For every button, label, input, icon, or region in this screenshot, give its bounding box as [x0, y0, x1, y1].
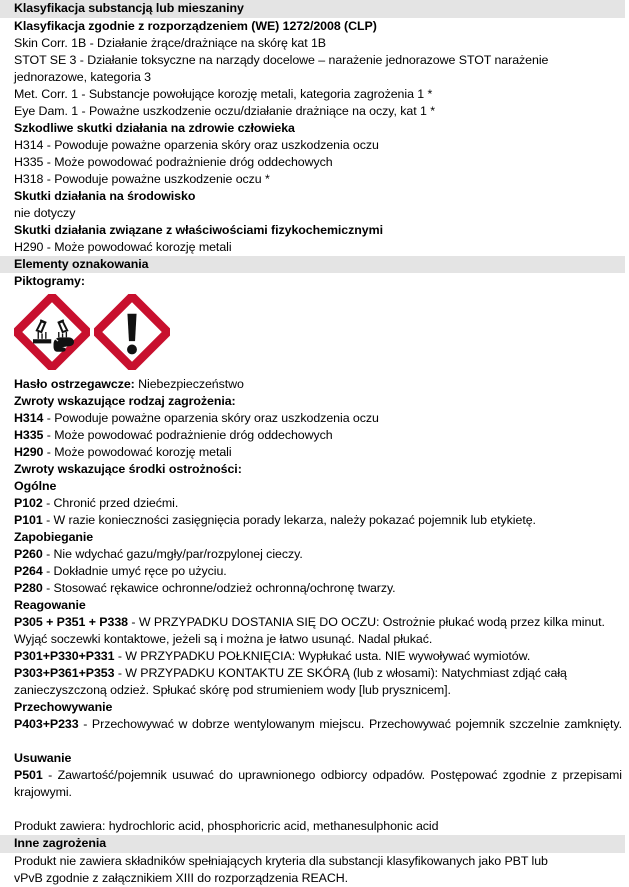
precautionary-code: P102	[14, 496, 43, 510]
signal-word-value: Niebezpieczeństwo	[138, 377, 244, 391]
section-heading-classification	[0, 0, 625, 18]
precautionary-row	[14, 716, 622, 750]
hazard-text: - Powoduje poważne oparzenia skóry oraz uszkodzenia oczu	[43, 411, 379, 425]
hazard-statement-row	[14, 444, 622, 461]
exclamation-mark-pictogram	[94, 294, 170, 370]
precautionary-group-title: Reagowanie	[14, 598, 86, 612]
precautionary-row	[14, 767, 622, 818]
precautionary-code: P264	[14, 564, 43, 578]
precautionary-code: P403+P233	[14, 717, 79, 731]
other-hazards-line-1: Produkt nie zawiera składników spełniających kryteria dla substancji klasyfikowanych jako PBT lub	[14, 853, 548, 868]
precautionary-code: P303+P361+P353	[14, 666, 115, 680]
human-health-h314: H314 - Powoduje poważne oparzenia skóry oraz uszkodzenia oczu	[14, 137, 379, 152]
hazard-statements-heading: Zwroty wskazujące rodzaj zagrożenia:	[14, 394, 236, 408]
human-health-h318: H318 - Powoduje poważne uszkodzenie oczu *	[14, 171, 270, 186]
other-hazards-body	[0, 853, 629, 887]
other-hazards-heading: Inne zagrożenia	[14, 836, 107, 850]
precautionary-group-title: Przechowywanie	[14, 700, 113, 714]
corrosion-pictogram	[14, 294, 90, 370]
exclamation-mark-pictogram-icon	[94, 294, 170, 370]
precautionary-row	[14, 614, 622, 648]
precautionary-row	[14, 665, 622, 699]
precautionary-row	[14, 563, 622, 580]
classification-subheading: Klasyfikacja zgodnie z rozporządzeniem (WE) 1272/2008 (CLP)	[14, 18, 377, 33]
pictograms-label: Piktogramy:	[14, 274, 85, 288]
environment-text: nie dotyczy	[14, 205, 76, 220]
classification-entry-eye-dam: Eye Dam. 1 - Poważne uszkodzenie oczu/działanie drażniące na oczy, kat 1 *	[14, 103, 435, 118]
precautionary-code: P501	[14, 768, 43, 782]
hazard-code: H335	[14, 428, 44, 442]
precautionary-text: - W PRZYPADKU DOSTANIA SIĘ DO OCZU: Ostrożnie płukać wodą przez kilka minut. Wyjąć soczewki kontaktowe, jeżeli są i można je łatwo usunąć. Nadal płukać.	[14, 615, 605, 646]
precautionary-code: P101	[14, 513, 43, 527]
precautionary-row	[14, 495, 622, 512]
signal-word-label: Hasło ostrzegawcze:	[14, 377, 135, 391]
precautionary-text: - Stosować rękawice ochronne/odzież ochronną/ochronę twarzy.	[42, 581, 396, 595]
classification-entry-skin-corr: Skin Corr. 1B - Działanie żrące/drażniące na skórę kat 1B	[14, 35, 326, 50]
signal-word-line	[14, 376, 622, 393]
precautionary-code: P260	[14, 547, 43, 561]
precautionary-heading: Zwroty wskazujące środki ostrożności:	[14, 462, 242, 476]
classification-entry-stot-line1: STOT SE 3 - Działanie toksyczne na narządy docelowe – narażenie jednorazowe STOT narażenie	[14, 52, 549, 67]
hazard-code: H290	[14, 445, 44, 459]
physicochemical-text: H290 - Może powodować korozję metali	[14, 239, 232, 254]
precautionary-group-title: Zapobieganie	[14, 530, 94, 544]
corrosion-pictogram-icon	[14, 294, 90, 370]
classification-body	[0, 18, 629, 120]
classification-heading: Klasyfikacja substancją lub mieszaniny	[14, 1, 244, 15]
human-health-section	[0, 120, 629, 188]
physicochemical-heading: Skutki działania związane z właściwościami fizykochemicznymi	[14, 222, 383, 237]
precautionary-text: - Nie wdychać gazu/mgły/par/rozpylonej cieczy.	[42, 547, 303, 561]
precautionary-row	[14, 512, 622, 529]
precautionary-row	[14, 580, 622, 597]
label-elements-heading: Elementy oznakowania	[14, 256, 149, 271]
classification-entry-met-corr: Met. Corr. 1 - Substancje powołujące korozję metali, kategoria zagrożenia 1 *	[14, 86, 433, 101]
precautionary-text: - Chronić przed dziećmi.	[42, 496, 179, 510]
precautionary-text: - Przechowywać w dobrze wentylowanym miejscu. Przechowywać pojemnik szczelnie zamknięty.	[78, 717, 622, 731]
product-contains-text: Produkt zawiera: hydrochloric acid, phosphoricric acid, methanesulphonic acid	[14, 819, 439, 833]
classification-entry-stot-line2: jednorazowe, kategoria 3	[14, 69, 152, 84]
hazard-text: - Może powodować korozję metali	[43, 445, 232, 459]
precautionary-text: - W PRZYPADKU KONTAKTU ZE SKÓRĄ (lub z włosami): Natychmiast zdjąć całą zanieczyszczoną odzież. Spłukać skórę pod strumieniem wody [lub prysznicem].	[14, 666, 567, 697]
precautionary-code: P280	[14, 581, 43, 595]
hazard-statement-row	[14, 427, 622, 444]
precautionary-group-title: Usuwanie	[14, 751, 72, 765]
pictogram-list	[0, 290, 629, 376]
section-heading-label-elements	[0, 256, 625, 274]
human-health-heading: Szkodliwe skutki działania na zdrowie człowieka	[14, 120, 295, 135]
precautionary-text: - Zawartość/pojemnik usuwać do uprawnionego odbiorcy odpadów. Postępować zgodnie z przepisami krajowymi.	[14, 768, 622, 799]
precautionary-row	[14, 546, 622, 563]
precautionary-text: - W razie konieczności zasięgnięcia porady lekarza, należy pokazać pojemnik lub etykietę.	[42, 513, 536, 527]
hazard-text: - Może powodować podrażnienie dróg oddechowych	[43, 428, 333, 442]
hazard-code: H314	[14, 411, 44, 425]
signal-and-hazards-block	[0, 376, 629, 835]
precautionary-text: - Dokładnie umyć ręce po użyciu.	[42, 564, 227, 578]
other-hazards-line-2: vPvB zgodnie z załącznikiem XIII do rozporządzenia REACH.	[14, 870, 349, 885]
hazard-statement-row	[14, 410, 622, 427]
precautionary-row	[14, 648, 622, 665]
precautionary-text: - W PRZYPADKU POŁKNIĘCIA: Wypłukać usta. NIE wywoływać wymiotów.	[114, 649, 531, 663]
precautionary-group-title: Ogólne	[14, 479, 57, 493]
precautionary-code: P305 + P351 + P338	[14, 615, 128, 629]
pictograms-block	[0, 273, 629, 290]
environment-heading: Skutki działania na środowisko	[14, 188, 196, 203]
precautionary-code: P301+P330+P331	[14, 649, 115, 663]
section-heading-other-hazards	[0, 835, 625, 853]
physicochemical-section	[0, 222, 629, 256]
environment-section	[0, 188, 629, 222]
human-health-h335: H335 - Może powodować podrażnienie dróg oddechowych	[14, 154, 333, 169]
